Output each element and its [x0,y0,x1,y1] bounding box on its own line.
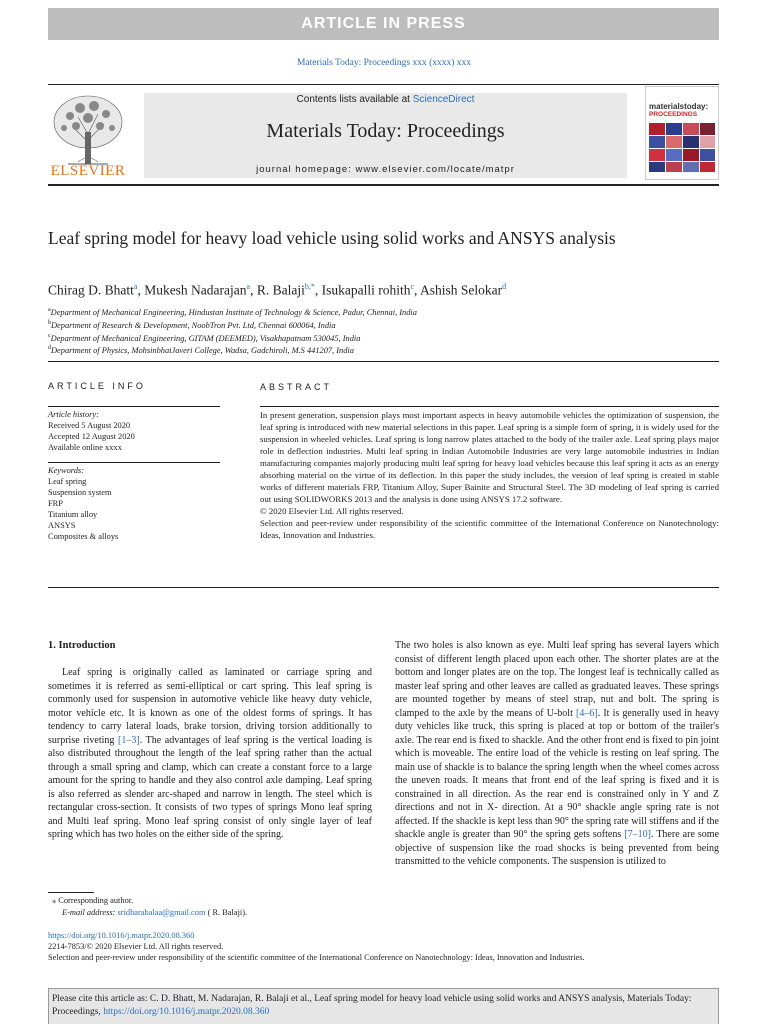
keyword: ANSYS [48,521,76,530]
keyword: Leaf spring [48,477,87,486]
affiliation-item: $^d$Department of Physics, MohsinbhaiJaveri College, Wadsa, Gadchiroli, M.S 441207, India [48,345,354,356]
citation-link[interactable]: [1–3] [118,734,140,746]
affiliation-item: $^c$Department of Mechanical Engineering, GITAM (DEEMED), Visakhapatnam 530045, India [48,332,361,343]
article-info-heading: ARTICLE INFO [48,381,146,391]
journal-reference-link[interactable]: Materials Today: Proceedings xxx (xxxx) xxx [296,58,472,68]
intro-paragraph: Leaf spring is originally called as laminated or carriage spring and sometimes it is referred as semi-elliptical or cart spring. This leaf spring is commonly used for suspension in automotive vehicle like heavy duty vehicle, motor vehicle etc. It is known as one of the oldest forms of springs. It has tendency to carry lateral loads, brake torsion, driving torsion additionally to surprise riveting [1–3]. The advantages of leaf spring is the vertical loading is also distributed throughout the length of the leaf spring rather than the actual through a small spring and clamp, which can create a constant force to a large amount for the spring to handle and they also control axle damping. Leaf spring is also referred as slender arc-shaped and narrow in length. The steel which is rectangular cross-section. It consists of two types of springs Mono leaf spring and Multi leaf spring. Mono leaf spring consist of only single layer of leaf spring which has two holes on the either side of the spring. [48,667,373,840]
abstract-review-note: Selection and peer-review under responsibility of the scientific committee of the International Conference on Nanotechnology: Ideas, Innovation and Industries. [260,518,719,540]
cite-doi-link[interactable]: https://doi.org/10.1016/j.matpr.2020.08.360 [103,1007,270,1017]
keyword: Composites & alloys [48,532,119,541]
citation-link[interactable]: [4–6] [576,707,598,719]
review-note: Selection and peer-review under responsibility of the scientific committee of the International Conference on Nanotechnology: Ideas, Innovation and Industries. [48,953,585,962]
article-title: Leaf spring model for heavy load vehicle using solid works and ANSYS analysis [48,228,616,248]
footnote-rule [48,892,94,893]
abstract-body [260,406,719,541]
cite-this-article-box [48,988,719,1024]
cover-mosaic [649,123,715,175]
author-name[interactable]: Chirag D. Bhatt [48,282,134,298]
citation-link[interactable]: [7–10] [624,829,651,840]
keyword: Suspension system [48,488,112,497]
keyword: FRP [48,499,63,508]
header-rule [48,84,719,85]
bottom-metadata [48,930,728,963]
affiliation-rule [48,361,719,362]
journal-homepage[interactable]: journal homepage: www.elsevier.com/locate/matpr [256,164,515,175]
author-affiliation-marker[interactable]: d [502,282,507,291]
issn-copyright: 2214-7853/© 2020 Elsevier Ltd. All rights reserved. [48,942,224,951]
author-name[interactable]: R. Balaji [256,282,305,298]
intro-paragraph: The two holes is also known as eye. Multi leaf spring has several layers which consist of different length placed upon each other. The shorter plates are at the bottom and longer plates are on the top. The longest leaf is technically called as master leaf spring and other leaves are called as graduated leaves. These springs are mounted together by means of steel strap, nut and bolt. The spring is clamped to the axle by the means of U-bolt [4–6]. It is generally used in heavy duty vehicles like truck, this spring is placed at top or bottom of the trailer's axle. The rear end is fixed to shackle. And the other front end is fixed to pin joint which is moveable. The entire load of the vehicle is resting on leaf spring. The main use of shackle is to balance the spring length when the wheel comes across the uneven roads. It means that front end of the leaf spring is fixed and it is constrained in all direction. As the rear end is constrained only in Y and Z directions and not in X- direction. At a 90° shackle angle spring rate is not affected. If the shackle is kept less than 90° the spring rate will stiffens and if the shackle angle is greater than 90° the spring gets softens [7–10]. There are some objective of suspension like the road shocks is being prevented from being transmitted to the vehicle components. The suspension is utilized to [395,640,720,867]
contents-prefix: Contents lists available at [296,94,410,105]
history-label: Article history: [48,410,99,419]
online-date: Available online xxxx [48,443,122,452]
author-affiliation-marker[interactable]: a [133,282,138,291]
author-affiliation-marker[interactable]: b,* [304,282,315,291]
masthead-rule [48,184,719,186]
journal-title: Materials Today: Proceedings [266,120,505,142]
cover-title [649,103,708,119]
abstract-text: In present generation, suspension plays most important aspects in heavy automobile vehicles the optimization of suspension, the leaf spring is introduced with new material selections in this paper. Leaf spring is a simple form of spring, it is widely used for the suspension in wheeled vehicles. Leaf spring is long narrow plates attached to the body of the trailer axle. Leaf spring plays major role in deflection industries. Multi leaf spring in Indian Automobile Industries are very large automobile industries in Indian manufacturing companies majorly producing multi leaf spring for heavy load vehicles because this leaf spring it acts as an energy absorbing material on the virtue of its deflection. In this paper the study includes, the version of leaf spring is created in stable works of different materials FRP, Titanium Alloy, Super Bainite and Structural Steel. The 3D modeling of leaf spring is carried out using SOLIDWORKS 2013 and the analysis is done using ANSYS 17.2 software. [260,410,719,504]
corresponding-author-note: ⁎ Corresponding author. [52,896,134,905]
received-date: Received 5 August 2020 [48,421,131,430]
info-rule [48,406,220,407]
email-link[interactable]: sridharabalaa@gmail.com [117,908,206,917]
cover-title-top: materialstoday: [649,102,709,111]
email-line: E-mail address: sridharabalaa@gmail.com ( R. Balaji). [62,908,248,917]
journal-masthead [144,93,627,178]
author-name[interactable]: Ashish Selokar [420,282,503,298]
affiliation-item: $^b$Department of Research & Development, NoobTron Pvt. Ltd, Chennai 600064, India [48,319,336,330]
abstract-heading: ABSTRACT [260,382,333,392]
affiliation-list [48,305,648,356]
intro-left-column [48,666,372,842]
abstract-copyright: © 2020 Elsevier Ltd. All rights reserved. [260,506,404,516]
cover-title-bottom: PROCEEDINGS [649,111,698,118]
affiliation-item: $^a$Department of Mechanical Engineering, Hindustan Institute of Technology & Science, Padur, Chennai, India [48,307,417,317]
article-in-press-banner: ARTICLE IN PRESS [48,8,719,40]
introduction-heading: 1. Introduction [48,640,116,651]
journal-cover-image [645,86,719,180]
contents-line [144,94,627,105]
article-info-panel [48,406,220,542]
author-affiliation-marker[interactable]: a [246,282,251,291]
sciencedirect-link[interactable]: ScienceDirect [412,94,475,105]
abstract-rule-bottom [48,587,719,588]
author-name[interactable]: Isukapalli rohith [321,282,411,298]
author-list: Chirag D. Bhatt$^a$, Mukesh Nadarajan$^a$, R. Balaji$^{b,*}$, Isukapalli rohith$^c$, Ashish Selokar$^d$ [48,282,507,298]
doi-link[interactable]: https://doi.org/10.1016/j.matpr.2020.08.360 [48,931,195,940]
intro-right-column [395,639,719,869]
accepted-date: Accepted 12 August 2020 [48,432,135,441]
footnote [52,895,382,919]
keywords-label: Keywords: [48,466,84,475]
author-affiliation-marker[interactable]: c [410,282,415,291]
cite-text: Please cite this article as: C. D. Bhatt, M. Nadarajan, R. Balaji et al., Leaf spring model for heavy load vehicle using solid works and ANSYS analysis, Materials Today: Proceedings, [52,994,692,1017]
info-rule [48,462,220,463]
abstract-rule [260,406,719,407]
author-name[interactable]: Mukesh Nadarajan [144,282,247,298]
keyword: Titanium alloy [48,510,98,519]
elsevier-wordmark: ELSEVIER [50,163,126,179]
